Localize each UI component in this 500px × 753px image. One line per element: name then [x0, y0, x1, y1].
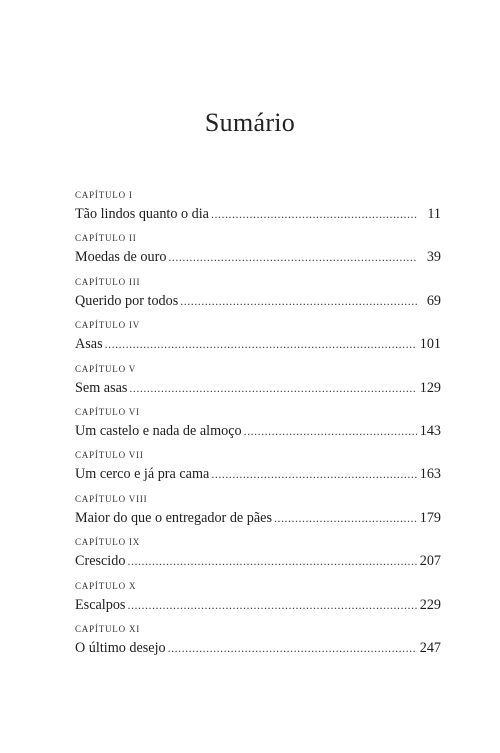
toc-link-chapter-3[interactable]: [75, 292, 441, 311]
page-number: 247: [419, 639, 441, 656]
chapter-title: Tão lindos quanto o dia: [75, 206, 209, 222]
chapter-title: Moedas de ouro: [75, 249, 167, 266]
dot-leader: [168, 639, 417, 658]
chapter-title: Maior do que o entregador de pães: [75, 509, 272, 526]
toc-entry-chapter-4: [75, 319, 441, 362]
toc-entry-chapter-11: [75, 623, 441, 666]
page-number: 179: [419, 509, 441, 526]
dot-leader: [129, 379, 417, 398]
page-number: 11: [427, 206, 441, 222]
chapter-title: Crescido: [75, 553, 126, 570]
toc-entry-chapter-7: [75, 449, 441, 492]
chapter-title: Um castelo e nada de almoço: [75, 422, 242, 439]
toc-link-chapter-5[interactable]: [75, 379, 441, 398]
toc-entry-chapter-8: [75, 493, 441, 536]
toc-link-chapter-4[interactable]: [75, 335, 441, 354]
toc-entry-chapter-9: [75, 536, 441, 579]
toc-link-chapter-10[interactable]: [75, 596, 441, 615]
toc-entry-chapter-2: [75, 232, 441, 275]
dot-leader: [127, 552, 417, 571]
chapter-title: Sem asas: [75, 379, 128, 396]
page-number: 39: [426, 249, 441, 266]
toc-link-chapter-6[interactable]: [75, 422, 441, 441]
dot-leader: [211, 465, 417, 484]
chapter-label: CAPÍTULO IX: [75, 537, 141, 548]
page-title: Sumário: [204, 108, 296, 137]
dot-leader: [127, 596, 417, 615]
chapter-title: Asas: [75, 336, 103, 353]
toc-link-chapter-2[interactable]: [75, 248, 441, 267]
dot-leader: [244, 422, 417, 441]
toc-entry-chapter-3: [75, 276, 441, 319]
chapter-label: CAPÍTULO VII: [75, 450, 144, 461]
chapter-label: CAPÍTULO X: [75, 580, 137, 591]
toc-link-chapter-7[interactable]: [75, 465, 441, 484]
toc-entry-chapter-6: [75, 406, 441, 449]
chapter-title: Um cerco e já pra cama: [75, 466, 210, 483]
page-number: 129: [419, 379, 441, 396]
chapter-label: CAPÍTULO XI: [75, 623, 141, 634]
toc-link-chapter-1[interactable]: [75, 205, 441, 224]
toc-link-chapter-8[interactable]: [75, 509, 441, 528]
chapter-title: O último desejo: [75, 639, 166, 656]
dot-leader: [168, 248, 417, 267]
toc-entry-chapter-1: [75, 189, 441, 232]
chapter-label: CAPÍTULO VIII: [75, 493, 148, 504]
page-number: 163: [419, 466, 441, 483]
toc-entry-chapter-5: [75, 363, 441, 406]
toc-link-chapter-11[interactable]: [75, 639, 441, 658]
dot-leader: [180, 292, 417, 311]
dot-leader: [105, 335, 417, 354]
dot-leader: [211, 205, 417, 224]
chapter-label: CAPÍTULO VI: [75, 406, 140, 417]
page-number: 143: [419, 422, 441, 439]
toc-entry-chapter-10: [75, 580, 441, 623]
page-number: 101: [419, 336, 441, 353]
chapter-label: CAPÍTULO V: [75, 363, 137, 374]
chapter-label: CAPÍTULO IV: [75, 320, 141, 331]
chapter-label: CAPÍTULO I: [75, 190, 133, 200]
page-number: 207: [419, 553, 441, 570]
table-of-contents: [75, 189, 441, 666]
page-number: 229: [419, 596, 441, 613]
toc-link-chapter-9[interactable]: [75, 552, 441, 571]
chapter-label: CAPÍTULO II: [75, 233, 137, 244]
page-number: 69: [426, 292, 441, 309]
dot-leader: [274, 509, 417, 528]
chapter-title: Querido por todos: [75, 292, 179, 309]
chapter-label: CAPÍTULO III: [75, 276, 141, 287]
chapter-title: Escalpos: [75, 596, 126, 613]
